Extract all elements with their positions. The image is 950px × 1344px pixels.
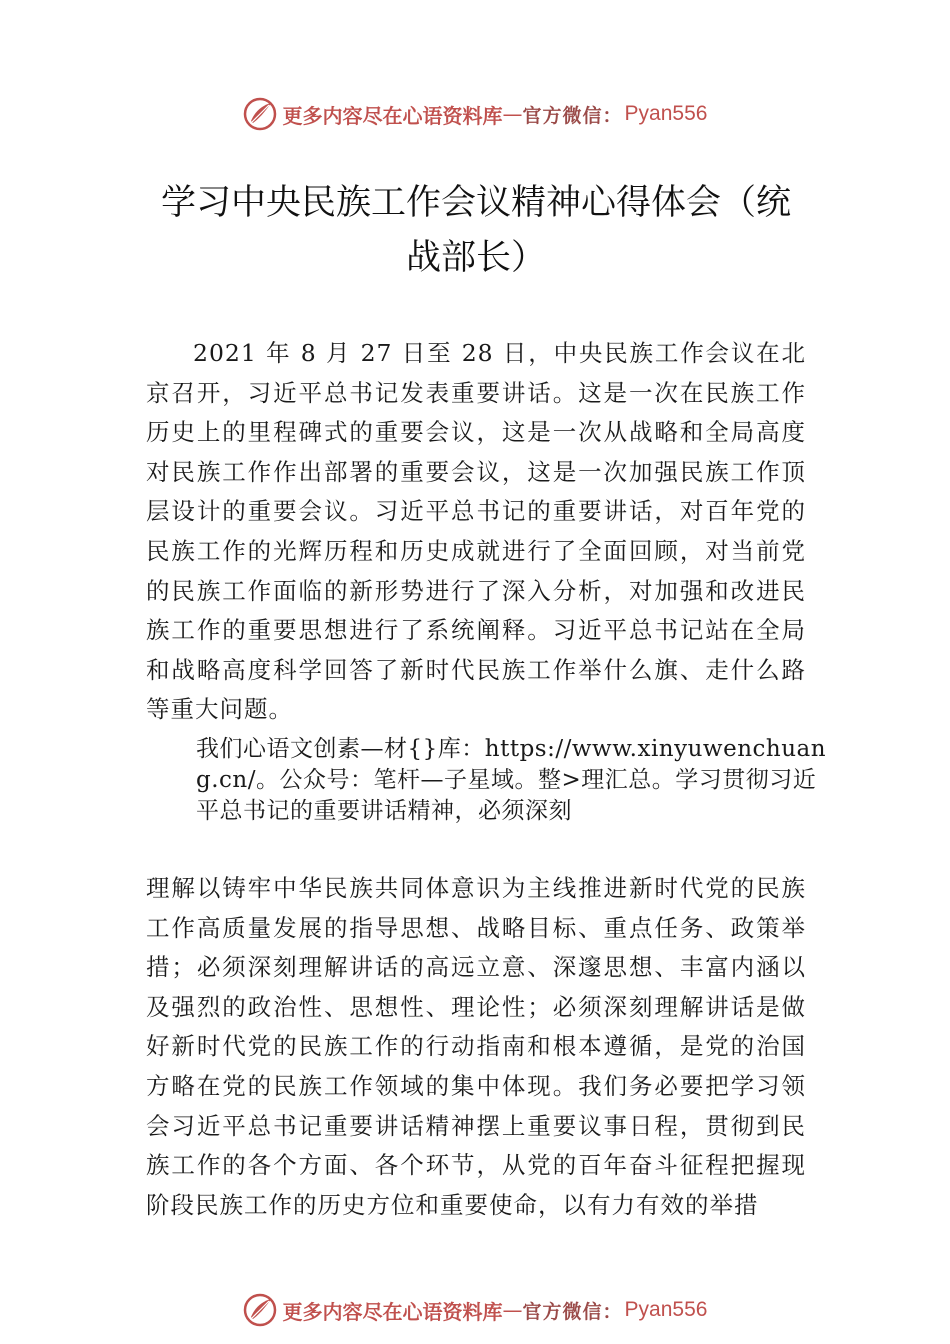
body-paragraph-2: 理解以铸牢中华民族共同体意识为主线推进新时代党的民族工作高质量发展的指导思想、战略目标、重点任务、政策举措；必须深刻理解讲话的高远立意、深邃思想、丰富内涵以及强烈的政治性、思想性、理论性；必须深刻理解讲话是做好新时代党的民族工作的行动指南和根本遵循，是党的治国方略在党的民族工作领域的集中体现。我们务必要把学习领会习近平总书记重要讲话精神摆上重要议事日程，贯彻到民族工作的各个方面、各个环节，从党的百年奋斗征程把握现阶段民族工作的历史方位和重要使命，以有力有效的举措: [146, 874, 806, 1219]
inserted-note: 我们心语文创素—材{}库：https://www.xinyuwenchuang.cn/。公众号：笔杆—子星域。整>理汇总。学习贯彻习近平总书记的重要讲话精神，必须深刻: [196, 736, 827, 824]
banner-dash: —: [502, 102, 523, 126]
body-paragraph-1: 2021 年 8 月 27 日至 28 日，中央民族工作会议在北京召开，习近平总书记发表重要讲话。这是一次在民族工作历史上的里程碑式的重要会议，这是一次从战略和全局高度对民族工作作出部署的重要会议，这是一次加强民族工作顶层设计的重要会议。习近平总书记的重要讲话，对百年党的民族工作的光辉历程和历史成就进行了全面回顾，对当前党的民族工作面临的新形势进行了深入分析，对加强和改进民族工作的重要思想进行了系统阐释。习近平总书记站在全局和战略高度科学回答了新时代民族工作举什么旗、走什么路等重大问题。: [146, 339, 806, 724]
banner-dash: —: [502, 1298, 523, 1322]
banner-wechat-id: Pyan556: [624, 1298, 708, 1321]
banner-wechat-id: Pyan556: [624, 102, 708, 125]
banner-wechat-label: 官方微信：: [522, 104, 623, 127]
header-banner: [0, 94, 950, 134]
footer-banner: [0, 1290, 950, 1330]
banner-wechat-label: 官方微信：: [522, 1300, 623, 1323]
quill-logo-icon: [243, 1293, 277, 1327]
banner-main-text: 更多内容尽在心语资料库: [282, 1299, 503, 1324]
banner-main-text: 更多内容尽在心语资料库: [282, 103, 503, 128]
document-title: 学习中央民族工作会议精神心得体会（统战部长）: [160, 183, 791, 278]
quill-logo-icon: [243, 97, 277, 131]
